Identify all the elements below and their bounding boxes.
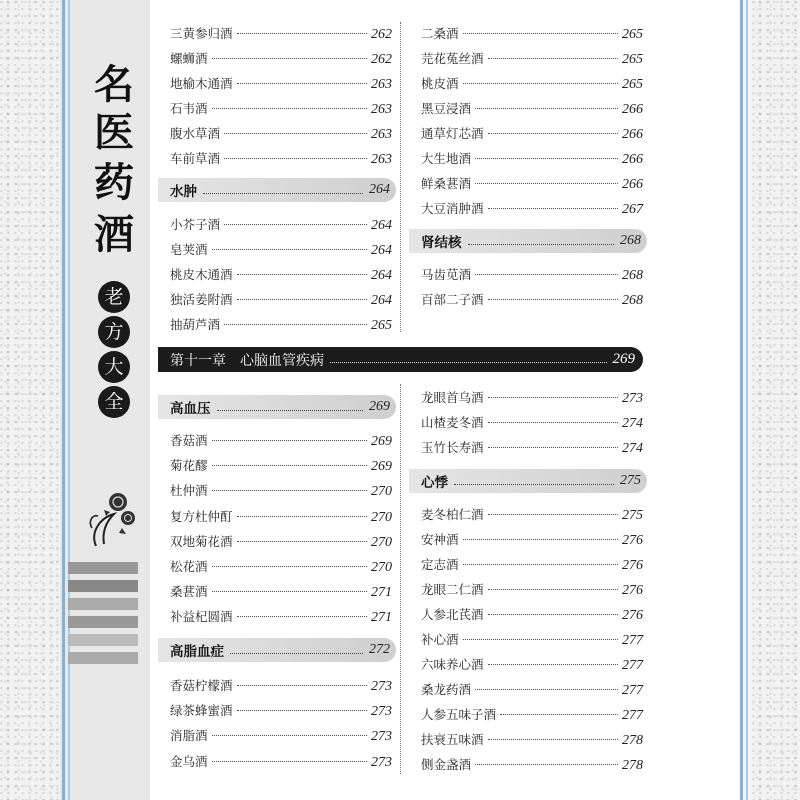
spine-blue-line-inner: [68, 0, 70, 800]
toc-entry[interactable]: 人参五味子酒 277: [421, 707, 643, 723]
toc-entry[interactable]: 芫花菟丝酒 265: [421, 51, 643, 67]
toc-entry[interactable]: 双地菊花酒 270: [170, 534, 392, 550]
decorative-stripe: [68, 616, 138, 628]
toc-entry[interactable]: 杜仲酒 270: [170, 483, 392, 499]
spine-title-char: 名: [94, 61, 134, 108]
toc-entry[interactable]: 车前草酒 263: [170, 151, 392, 167]
spine-subtitle-circle: 全: [98, 386, 130, 418]
toc-entry[interactable]: 小芥子酒 264: [170, 217, 392, 233]
toc-entry[interactable]: 二桑酒 265: [421, 26, 643, 42]
toc-entry[interactable]: 菊花醪 269: [170, 458, 392, 474]
toc-entry[interactable]: 复方杜仲酊 270: [170, 509, 392, 525]
spine-title-char: 医: [94, 109, 134, 156]
toc-entry[interactable]: 桑葚酒 271: [170, 584, 392, 600]
toc-entry[interactable]: 地榆木通酒 263: [170, 76, 392, 92]
column-divider: [400, 22, 401, 332]
decorative-stripe: [68, 562, 138, 574]
toc-entry[interactable]: 抽葫芦酒 265: [170, 317, 392, 333]
decorative-stripe: [68, 634, 138, 646]
toc-entry[interactable]: 松花酒 270: [170, 559, 392, 575]
toc-entry[interactable]: 人参北芪酒 276: [421, 607, 643, 623]
toc-entry[interactable]: 腹水草酒 263: [170, 126, 392, 142]
toc-entry[interactable]: 龙眼首乌酒 273: [421, 390, 643, 406]
toc-entry[interactable]: 补益杞圆酒 271: [170, 609, 392, 625]
toc-entry[interactable]: 大生地酒 266: [421, 151, 643, 167]
toc-section-header[interactable]: 高脂血症 272: [158, 638, 396, 662]
rose-ornament-icon: [86, 488, 138, 550]
toc-section-header[interactable]: 水肿 264: [158, 178, 396, 202]
toc-section-header[interactable]: 肾结核 268: [409, 229, 647, 253]
toc-entry[interactable]: 桑龙药酒 277: [421, 682, 643, 698]
spine-blue-line: [62, 0, 65, 800]
spine-title-char: 药: [94, 159, 134, 206]
toc-entry[interactable]: 侧金盏酒 278: [421, 757, 643, 773]
toc-entry[interactable]: 黑豆浸酒 266: [421, 101, 643, 117]
right-blue-line-inner: [746, 0, 748, 800]
toc-entry[interactable]: 山楂麦冬酒 274: [421, 415, 643, 431]
toc-entry[interactable]: 扶衰五味酒 278: [421, 732, 643, 748]
toc-entry[interactable]: 独活姜附酒 264: [170, 292, 392, 308]
toc-entry[interactable]: 石韦酒 263: [170, 101, 392, 117]
toc-entry[interactable]: 安神酒 276: [421, 532, 643, 548]
toc-entry[interactable]: 香菇酒 269: [170, 433, 392, 449]
toc-entry[interactable]: 螺蛳酒 262: [170, 51, 392, 67]
toc-entry[interactable]: 麦冬柏仁酒 275: [421, 507, 643, 523]
decorative-stripe: [68, 652, 138, 664]
toc-entry[interactable]: 鲜桑葚酒 266: [421, 176, 643, 192]
right-blue-line: [740, 0, 743, 800]
toc-entry[interactable]: 定志酒 276: [421, 557, 643, 573]
spine-subtitle-circle: 老: [98, 281, 130, 313]
toc-entry[interactable]: 三黄参归酒 262: [170, 26, 392, 42]
decorative-stripe: [68, 580, 138, 592]
toc-entry[interactable]: 桃皮木通酒 264: [170, 267, 392, 283]
toc-entry[interactable]: 绿茶蜂蜜酒 273: [170, 703, 392, 719]
toc-section-header[interactable]: 高血压 269: [158, 395, 396, 419]
right-margin-texture: [752, 0, 800, 800]
toc-entry[interactable]: 大豆消肿酒 267: [421, 201, 643, 217]
toc-entry[interactable]: 香菇柠檬酒 273: [170, 678, 392, 694]
toc-entry[interactable]: 消脂酒 273: [170, 728, 392, 744]
toc-entry[interactable]: 龙眼二仁酒 276: [421, 582, 643, 598]
spine-subtitle-circle: 大: [98, 351, 130, 383]
toc-entry[interactable]: 玉竹长寿酒 274: [421, 440, 643, 456]
toc-entry[interactable]: 金乌酒 273: [170, 754, 392, 770]
toc-section-header[interactable]: 心悸 275: [409, 469, 647, 493]
spine-subtitle-circle: 方: [98, 316, 130, 348]
decorative-stripe: [68, 598, 138, 610]
left-margin-texture: [0, 0, 60, 800]
toc-entry[interactable]: 六味养心酒 277: [421, 657, 643, 673]
toc-entry[interactable]: 通草灯芯酒 266: [421, 126, 643, 142]
column-divider: [400, 384, 401, 774]
toc-entry[interactable]: 百部二子酒 268: [421, 292, 643, 308]
toc-entry[interactable]: 桃皮酒 265: [421, 76, 643, 92]
toc-entry[interactable]: 补心酒 277: [421, 632, 643, 648]
toc-entry[interactable]: 马齿苋酒 268: [421, 267, 643, 283]
spine-title-char: 酒: [94, 211, 134, 258]
toc-entry[interactable]: 皂荚酒 264: [170, 242, 392, 258]
toc-chapter-header[interactable]: 第十一章 心脑血管疾病 269: [158, 347, 643, 372]
